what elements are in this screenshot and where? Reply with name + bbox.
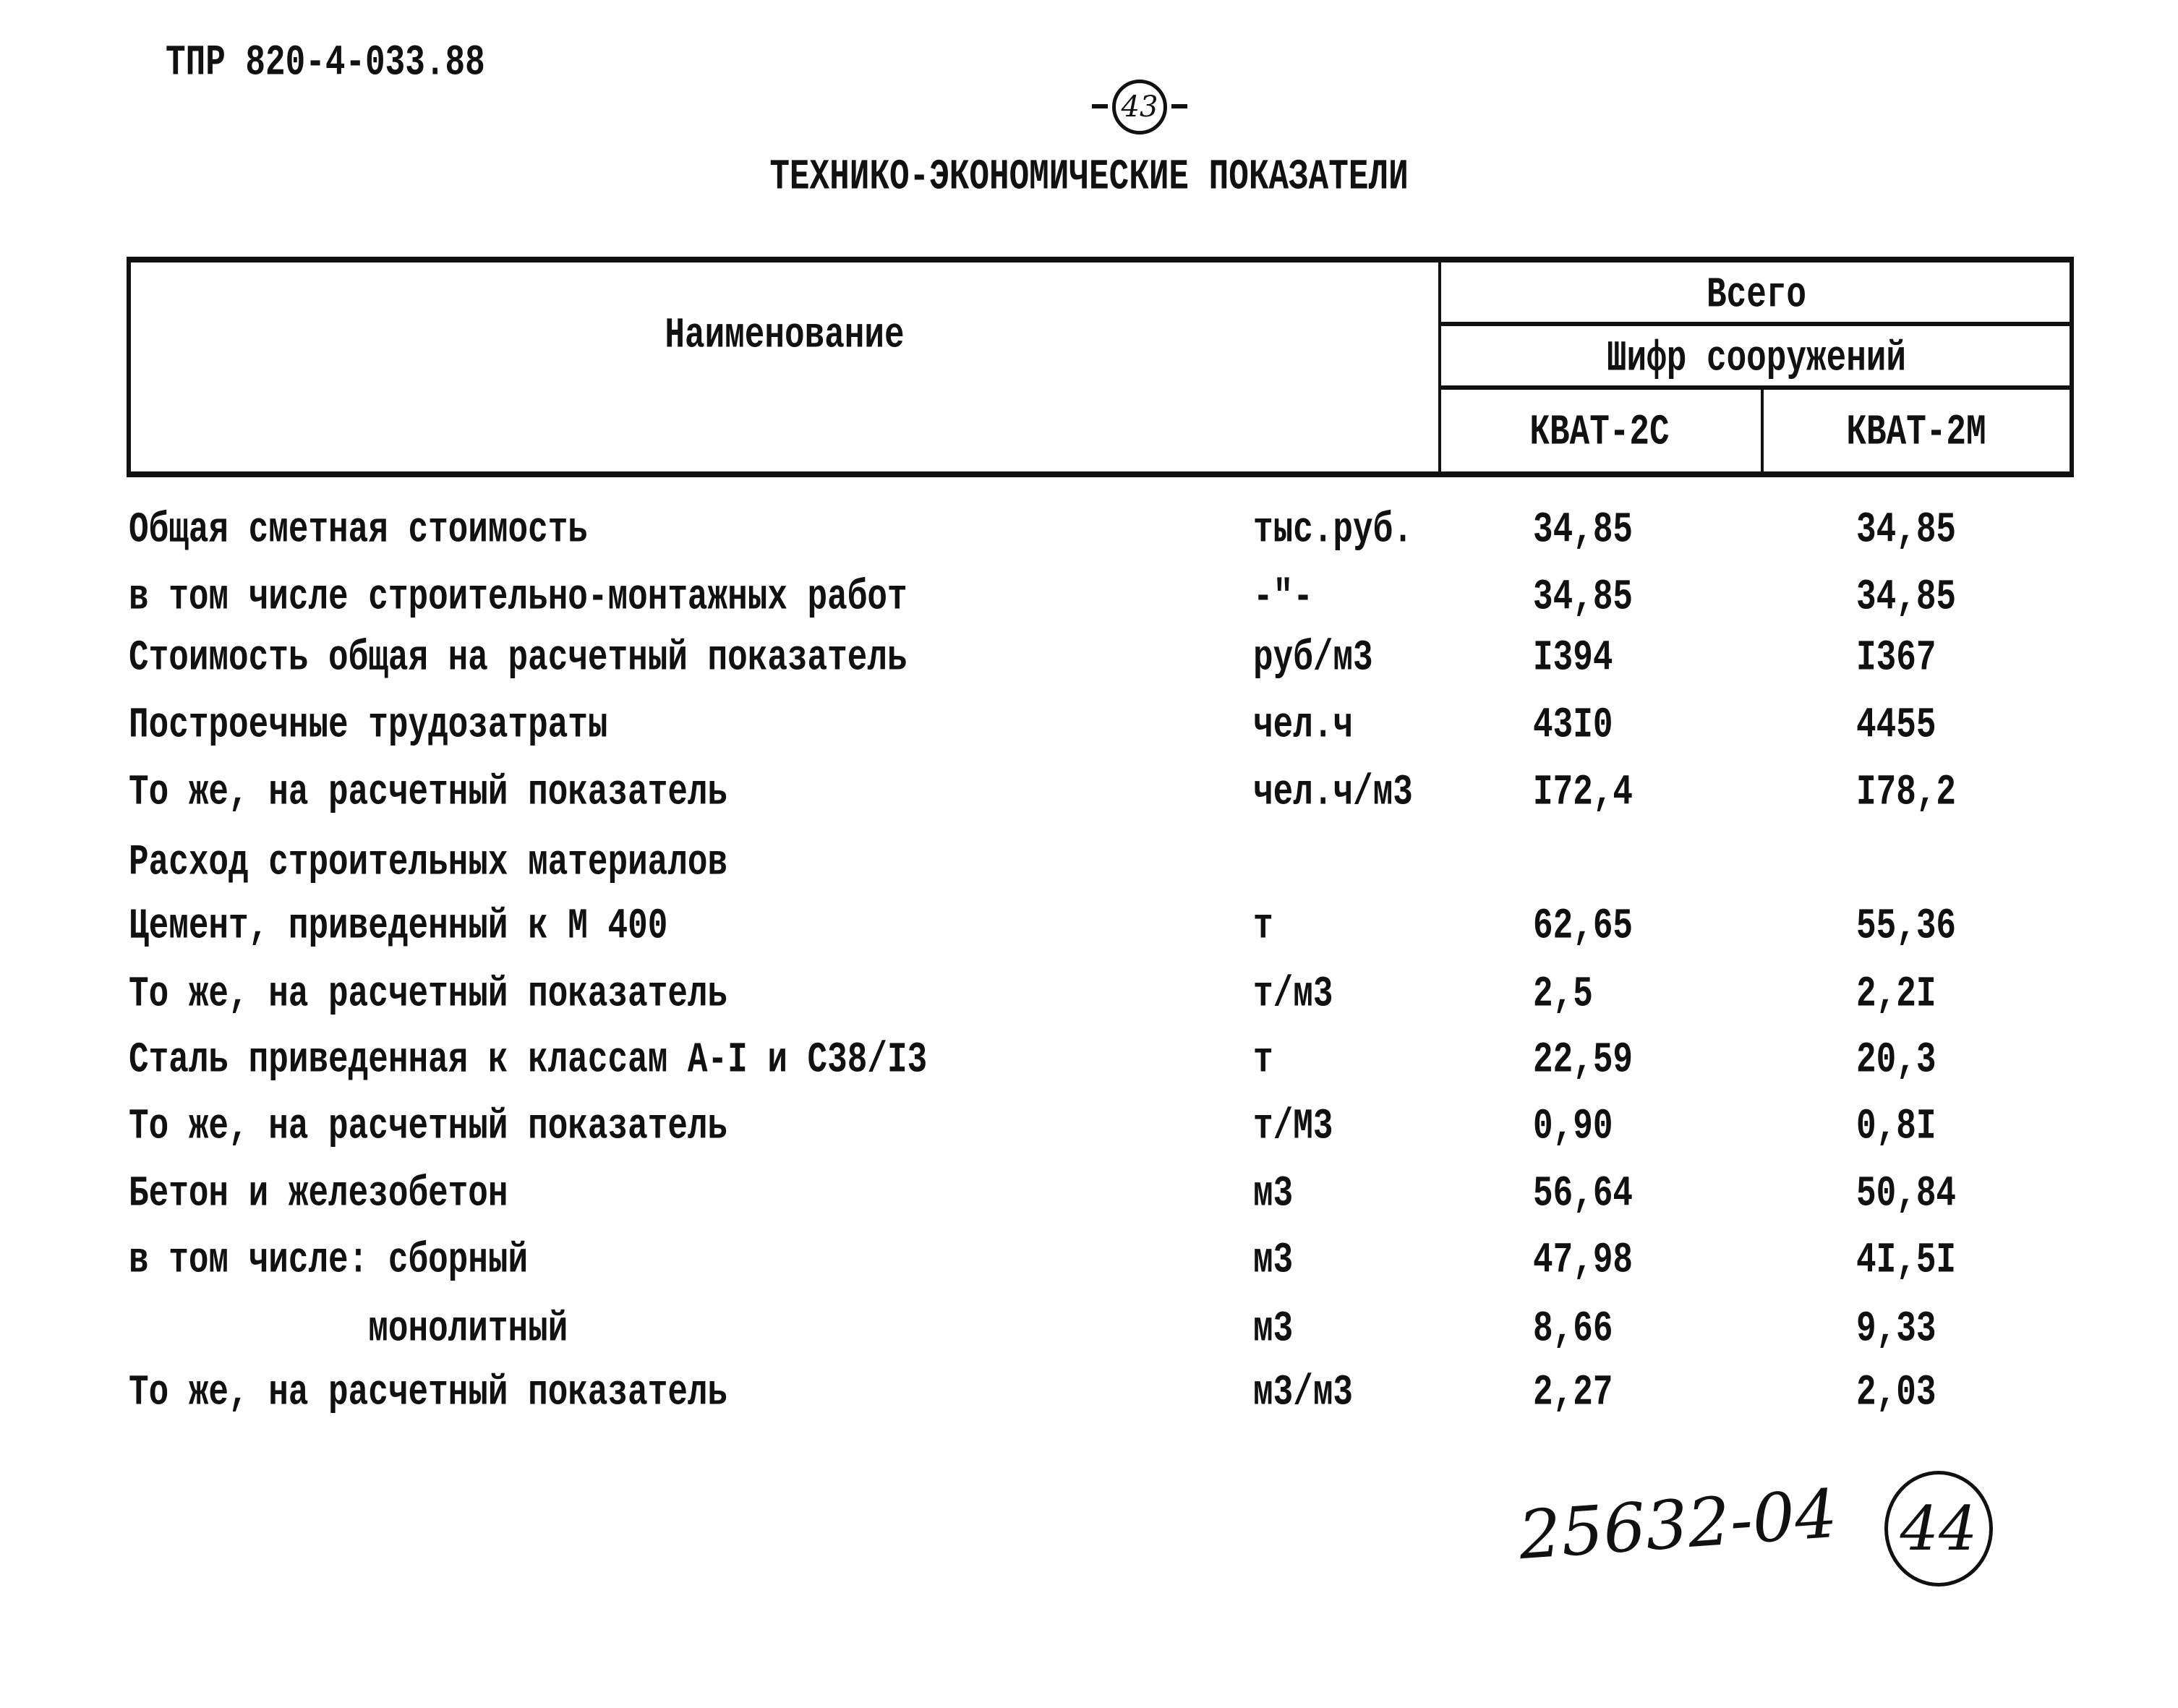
table-row (0, 1236, 2178, 1287)
row-value-kvat-2c: I72,4 (1533, 768, 1634, 817)
row-value-kvat-2m: 20,3 (1856, 1036, 1936, 1085)
table-header (127, 257, 2074, 477)
row-name: Общая сметная стоимость (129, 505, 588, 555)
table-row (0, 1169, 2178, 1221)
header-code-group: Шифр сооружений (1606, 334, 1907, 383)
table-row (0, 633, 2178, 685)
header-col1: КВАТ-2С (1529, 408, 1670, 457)
table-row (0, 701, 2178, 752)
row-value-kvat-2c: 2,5 (1533, 970, 1593, 1019)
table-row (0, 768, 2178, 819)
page-number-circle: 43 (1112, 80, 1167, 134)
row-name: То же, на расчетный показатель (129, 1368, 728, 1417)
dash-right (1171, 104, 1187, 108)
row-value-kvat-2c: 34,85 (1533, 573, 1634, 622)
handwritten-number: 25632-04 (1516, 1474, 1840, 1575)
row-value-kvat-2c: 22,59 (1533, 1036, 1634, 1085)
row-value-kvat-2c: 56,64 (1533, 1169, 1634, 1218)
row-value-kvat-2m: 50,84 (1856, 1169, 1957, 1218)
row-value-kvat-2c: 43I0 (1533, 701, 1613, 750)
header-name: Наименование (665, 311, 905, 360)
sheet-number-circle: 44 (1884, 1471, 1993, 1587)
table-row (0, 573, 2178, 624)
row-name: в том числе строительно-монтажных работ (129, 573, 908, 622)
row-unit: м3 (1253, 1236, 1294, 1285)
table-row (0, 1305, 2178, 1356)
row-unit: -"- (1253, 573, 1313, 622)
row-unit: м3 (1253, 1305, 1294, 1354)
table-row (0, 505, 2178, 557)
header-total: Всего (1706, 270, 1807, 320)
table-row (0, 1368, 2178, 1419)
row-value-kvat-2c: 0,90 (1533, 1102, 1613, 1151)
row-value-kvat-2c: 47,98 (1533, 1236, 1634, 1285)
row-value-kvat-2m: I367 (1856, 633, 1936, 683)
row-unit: т (1253, 1036, 1273, 1085)
table-row (0, 970, 2178, 1021)
row-name: Бетон и железобетон (129, 1169, 508, 1218)
table-row (0, 1102, 2178, 1153)
row-name: Расход строительных материалов (129, 838, 728, 887)
row-name: Стоимость общая на расчетный показатель (129, 633, 908, 683)
row-unit: м3 (1253, 1169, 1294, 1218)
row-name: Цемент, приведенный к М 400 (129, 902, 668, 951)
row-value-kvat-2c: 8,66 (1533, 1305, 1613, 1354)
table-row (0, 838, 2178, 889)
row-value-kvat-2m: 0,8I (1856, 1102, 1936, 1151)
row-unit: чел.ч (1253, 701, 1354, 750)
row-name: Построечные трудозатраты (129, 701, 608, 750)
row-value-kvat-2m: I78,2 (1856, 768, 1957, 817)
row-unit: чел.ч/м3 (1253, 768, 1413, 817)
row-unit: т/м3 (1253, 970, 1333, 1019)
page-title: ТЕХНИКО-ЭКОНОМИЧЕСКИЕ ПОКАЗАТЕЛИ (769, 153, 1409, 202)
row-value-kvat-2m: 2,2I (1856, 970, 1936, 1019)
row-value-kvat-2m: 4455 (1856, 701, 1936, 750)
row-unit: руб/м3 (1253, 633, 1373, 683)
row-value-kvat-2m: 9,33 (1856, 1305, 1936, 1354)
row-unit: м3/м3 (1253, 1368, 1354, 1417)
row-name: Сталь приведенная к классам А-I и С38/I3 (129, 1036, 928, 1085)
row-value-kvat-2m: 55,36 (1856, 902, 1957, 951)
row-value-kvat-2m: 34,85 (1856, 573, 1957, 622)
table-row (0, 1036, 2178, 1087)
row-value-kvat-2c: 34,85 (1533, 505, 1634, 555)
table-row (0, 902, 2178, 953)
row-value-kvat-2m: 4I,5I (1856, 1236, 1957, 1285)
divider (1438, 385, 2070, 390)
row-value-kvat-2c: I394 (1533, 633, 1613, 683)
row-unit: т (1253, 902, 1273, 951)
row-name: То же, на расчетный показатель (129, 768, 728, 817)
row-value-kvat-2c: 2,27 (1533, 1368, 1613, 1417)
page-number (1070, 81, 1215, 132)
row-name: в том числе: сборный (129, 1236, 529, 1285)
row-value-kvat-2m: 34,85 (1856, 505, 1957, 555)
dash-left (1092, 104, 1108, 108)
header-col2: КВАТ-2М (1846, 408, 1986, 457)
row-value-kvat-2c: 62,65 (1533, 902, 1634, 951)
row-name: То же, на расчетный показатель (129, 970, 728, 1019)
row-name: монолитный (129, 1305, 568, 1354)
row-value-kvat-2m: 2,03 (1856, 1368, 1936, 1417)
divider (1438, 322, 2070, 326)
row-unit: т/М3 (1253, 1102, 1333, 1151)
row-name: То же, на расчетный показатель (129, 1102, 728, 1151)
document-code: ТПР 820-4-033.88 (166, 38, 485, 87)
row-unit: тыс.руб. (1253, 505, 1413, 555)
